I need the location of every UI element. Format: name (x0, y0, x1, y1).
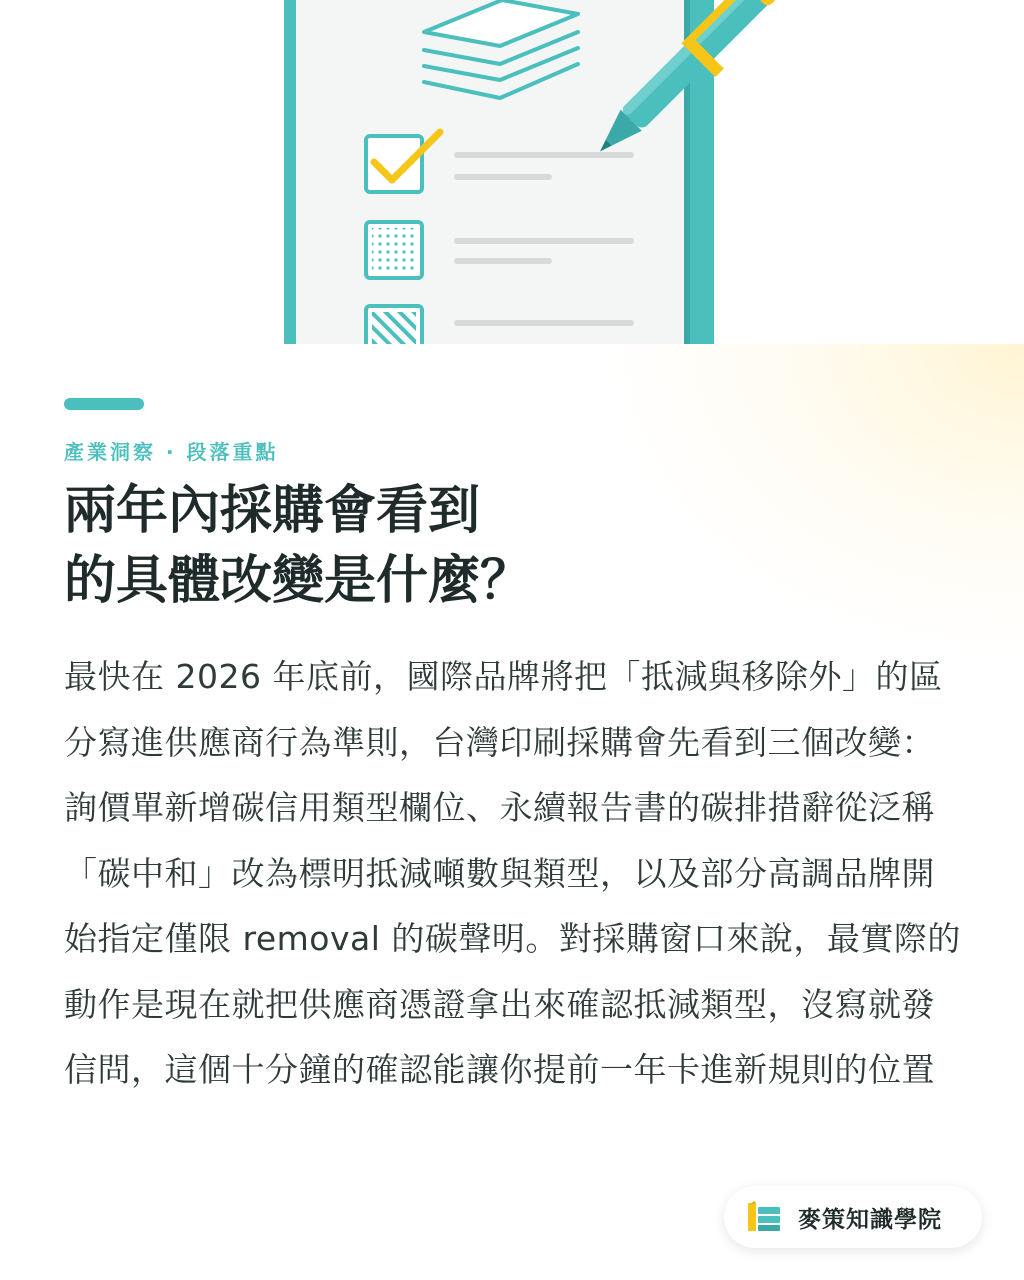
clipboard-icon (0, 0, 1024, 344)
content-section (0, 344, 1024, 1280)
title-line-1: 兩年內採購會看到 (64, 481, 481, 541)
category-label: 產業洞察 · 段落重點 (64, 440, 279, 464)
book-stack-logo-icon (744, 1197, 784, 1237)
body-paragraph: 最快在 2026 年底前，國際品牌將把「抵減與移除外」的區分寫進供應商行為準則，台灣印刷採購會先看到三個改變：詢價單新增碳信用類型欄位、永續報告書的碳排措辭從泛稱「碳中和」改為標明抵減噸數與類型，以及部分高調品牌開始指定僅限 removal 的碳聲明。對採購窗口來說，最實際的動作是現在就把供應商憑證拿出來確認抵減類型，沒寫就發信問，這個十分鐘的確認能讓你提前一年卡進新規則的位置 (64, 657, 961, 1089)
title-line-2: 的具體改變是什麼？ (64, 551, 533, 611)
hatched-box-icon (366, 306, 422, 344)
brand-name: 麥策知識學院 (798, 1206, 942, 1233)
hero-illustration (0, 0, 1024, 344)
dotted-box-icon (366, 222, 422, 278)
brand-badge (724, 1186, 982, 1248)
accent-bar (64, 398, 144, 410)
page-title (64, 476, 704, 616)
